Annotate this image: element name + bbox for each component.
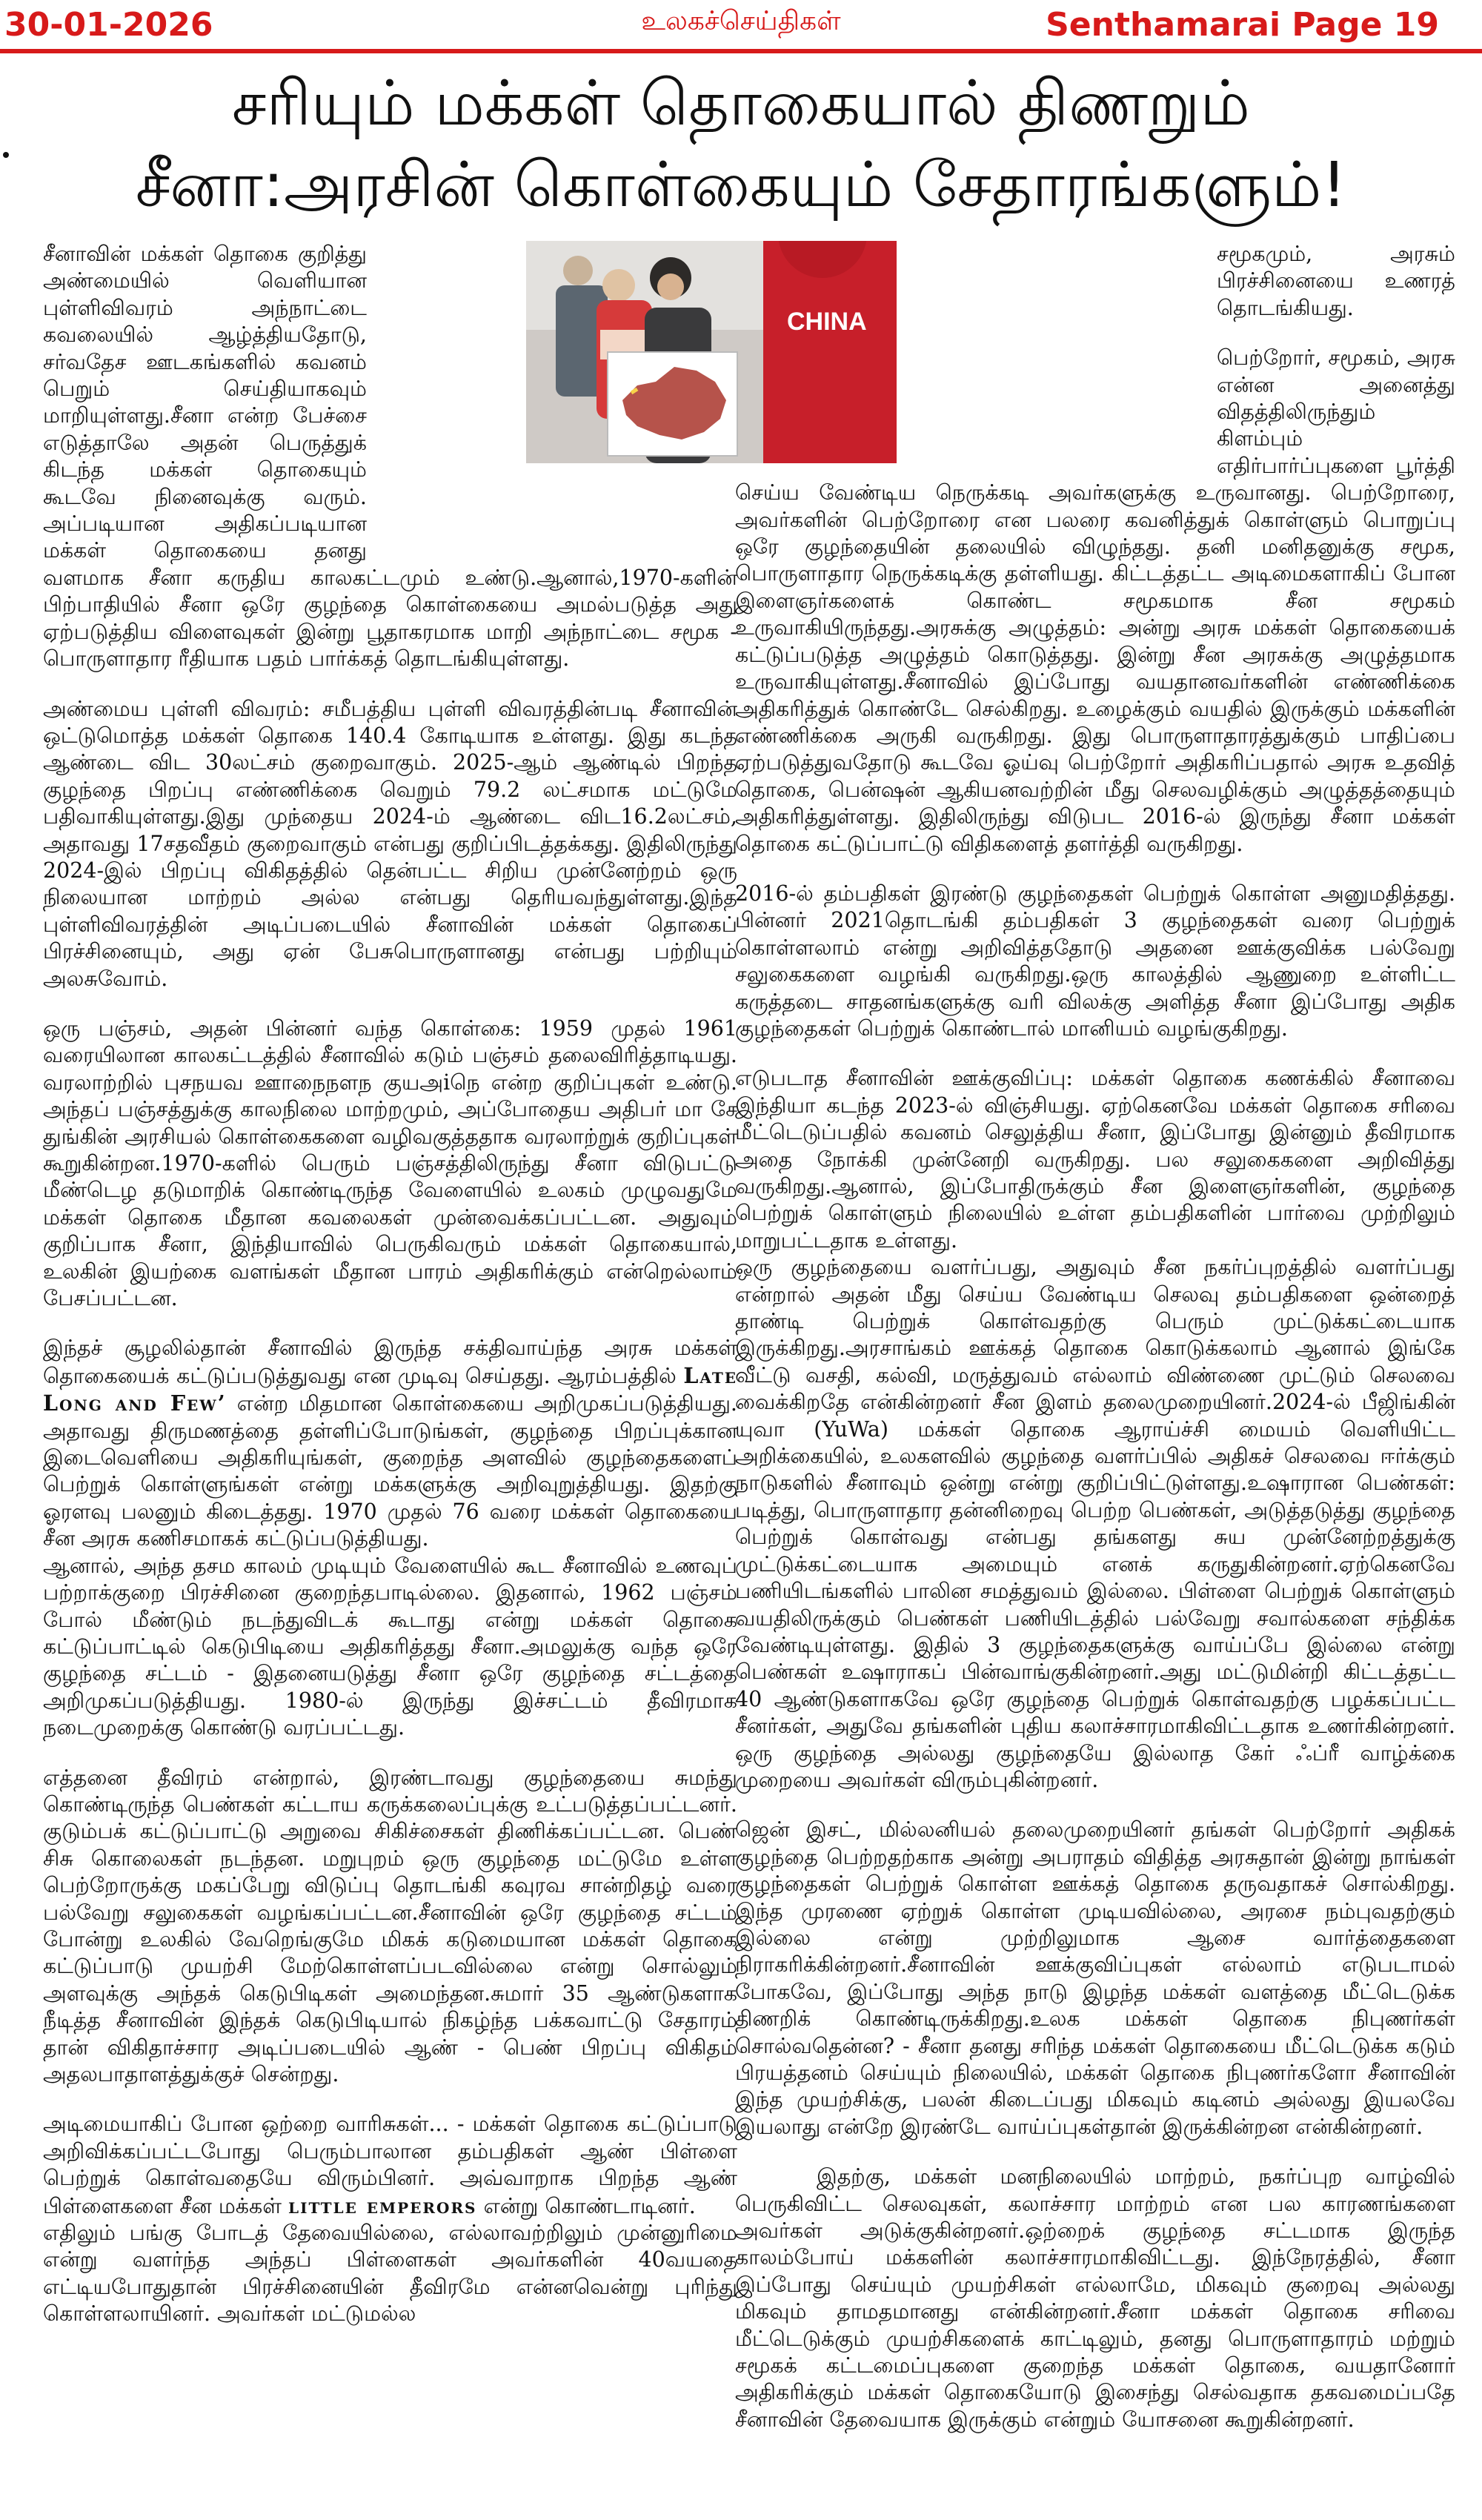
margin-dot <box>3 152 9 158</box>
paragraph: ஒரு பஞ்சம், அதன் பின்னர் வந்த கொள்கை: 1959 முதல் 1961 வரையிலான காலகட்டத்தில் சீனாவில் கடும் பஞ்சம் தலைவிரித்தாடியது. வரலாற்றில் புசநயவ ஊாநைநளந குயஅiநெ என்ற குறிப்புகள் உண்டு. அந்தப் பஞ்சத்துக்கு காலநிலை மாற்றமும், அப்போதைய அதிபர் மா சே துங்கின் அரசியல் கொள்கைகளை வழிவகுத்ததாக வரலாற்றுக் குறிப்புகள் கூறுகின்றன.1970-களில் பெரும் பஞ்சத்திலிருந்து சீனா விடுபட்டு மீண்டெழ தடுமாறிக் கொண்டிருந்த வேளையில் உலகம் முழுவதுமே மக்கள் தொகை மீதான கவலைகள் முன்வைக்கப்பட்டன. அதுவும் குறிப்பாக சீனா, இந்தியாவில் பெருகிவரும் மக்கள் தொகையால், உலகின் இயற்கை வளங்கள் மீதான பாரம் அதிகரிக்கும் என்றெல்லாம் பேசப்பட்டன. <box>43 1015 737 1311</box>
text-run: என்ற மிதமான கொள்கையை அறிமுகப்படுத்தியது. அதாவது திருமணத்தை தள்ளிப்போடுங்கள், குழந்தை பிறப்புக்கான இடைவெளியை அதிகரியுங்கள், குறைந்த அளவில் குழந்தைகளைப் பெற்றுக் கொள்ளுங்கள் என்று மக்களுக்கு அறிவுறுத்தியது. இதற்கு ஓரளவு பலனும் கிடைத்தது. 1970 முதல் 76 வரை மக்கள் தொகையை சீன அரசு கணிசமாகக் கட்டுப்படுத்தியது. <box>43 1391 737 1551</box>
paragraph: எத்தனை தீவிரம் என்றால், இரண்டாவது குழந்தையை சுமந்து கொண்டிருந்த பெண்கள் கட்டாய கருக்கலைப்புக்கு உட்படுத்தப்பட்டனர். குடும்பக் கட்டுப்பாட்டு அறுவை சிகிச்சைகள் திணிக்கப்பட்டன. பெண் சிசு கொலைகள் நடந்தன. மறுபுறம் ஒரு குழந்தை மட்டுமே உள்ள பெற்றோருக்கு மகப்பேறு விடுப்பு தொடங்கி கவுரவ சான்றிதழ் வரை பல்வேறு சலுகைகள் வழங்கப்பட்டன.சீனாவின் ஒரே குழந்தை சட்டம் போன்று உலகில் வேறெங்குமே மிகக் கடுமையான மக்கள் தொகை கட்டுப்பாடு முயற்சி மேற்கொள்ளப்படவில்லை என்று சொல்லும் அளவுக்கு அந்தக் கெடுபிடிகள் அமைந்தன.சுமார் 35 ஆண்டுகளாக நீடித்த சீனாவின் இந்தக் கெடுபிடியால் நிகழ்ந்த பக்கவாட்டு சேதாரம் தான் விகிதாச்சார அடிப்படையில் ஆண் - பெண் பிறப்பு விகிதம் அதலபாதாளத்துக்குச் சென்றது. <box>43 1765 737 2086</box>
page-header <box>0 0 1482 52</box>
text-run: அடிமையாகிப் போன ஒற்றை வாரிசுகள்... - மக்கள் தொகை கட்டுப்பாடு அறிவிக்கப்பட்டபோது பெரும்பாலான தம்பதிகள் ஆண் பிள்ளை பெற்றுக் கொள்வதையே விரும்பினர். அவ்வாறாக பிறந்த ஆண் பிள்ளைகளை சீன மக்கள் <box>43 2112 737 2218</box>
paragraph: அண்மைய புள்ளி விவரம்: சமீபத்திய புள்ளி விவரத்தின்படி சீனாவின் ஒட்டுமொத்த மக்கள் தொகை 140.4 கோடியாக உள்ளது. இது கடந்த ஆண்டை விட 30லட்சம் குறைவாகும். 2025-ஆம் ஆண்டில் பிறந்த குழந்தை பிறப்பு எண்ணிக்கை வெறும் 79.2 லட்சமாக மட்டுமே பதிவாகியுள்ளது.இது முந்தைய 2024-ம் ஆண்டை விட16.2லட்சம், அதாவது 17சதவீதம் குறைவாகும் என்பது குறிப்பிடத்தக்கது. இதிலிருந்து 2024-இல் பிறப்பு விகிதத்தில் தென்பட்ட சிறிய முன்னேற்றம் ஒரு நிலையான மாற்றம் அல்ல என்பது தெரியவந்துள்ளது.இந்த புள்ளிவிவரத்தின் அடிப்படையில் சீனாவின் மக்கள் தொகைப் பிரச்சினையும், அது ஏன் பேசுபொருளானது என்பது பற்றியும் அலசுவோம். <box>43 696 737 991</box>
text-run: இந்தச் சூழலில்தான் சீனாவில் இருந்த சக்திவாய்ந்த அரசு மக்கள் தொகையைக் கட்டுப்படுத்துவது என முடிவு செய்தது. ஆரம்பத்தில் <box>43 1336 737 1388</box>
issue-date: 30-01-2026 <box>4 6 213 44</box>
paragraph: சீனாவின் மக்கள் தொகை குறித்து அண்மையில் வெளியான புள்ளிவிவரம் அந்நாட்டை கவலையில் ஆழ்த்தியதோடு, சர்வதேச ஊடகங்களில் கவனம் பெறும் செய்தியாகவும் மாறியுள்ளது.சீனா என்ற பேச்சை எடுத்தாலே அதன் பெருத்துக் கிடந்த மக்கள் தொகையும் கூடவே நினைவுக்கு வரும். அப்படியான அதிகப்படியான மக்கள் தொகையை தனது வளமாக சீனா கருதிய காலகட்டமும் உண்டு.ஆனால்,1970-களின் பிற்பாதியில் சீனா ஒரே குழந்தை கொள்கையை அமல்படுத்த அது ஏற்படுத்திய விளைவுகள் இன்று பூதாகரமாக மாறி அந்நாட்டை சமூக - பொருளாதார ரீதியாக பதம் பார்க்கத் தொடங்கியுள்ளது. <box>43 242 737 672</box>
publication-page: Senthamarai Page 19 <box>1046 6 1439 44</box>
paragraph: ஒரு குழந்தையை வளர்ப்பது, அதுவும் சீன நகர்ப்புறத்தில் வளர்ப்பது என்றால் அதன் மீது செய்ய வேண்டிய செலவு தம்பதிகளை ஒன்றைத் தாண்டி பெற்றுக் கொள்வதற்கு பெரும் முட்டுக்கட்டையாக இருக்கிறது.அரசாங்கம் ஊக்கத் தொகை கொடுக்கலாம் ஆனால் இங்கே வீட்டு வசதி, கல்வி, மருத்துவம் எல்லாம் விண்ணை முட்டும் செலவை வைக்கிறதே என்கின்றனர் சீன இளம் தலைமுறையினர்.2024-ல் பீஜிங்கின் யுவா (YuWa) மக்கள் தொகை ஆராய்ச்சி மையம் வெளியிட்ட அறிக்கையில், உலகளவில் குழந்தை வளர்ப்பில் அதிகச் செலவை ஈர்க்கும் நாடுகளில் சீனாவும் ஒன்று என்று குறிப்பிட்டுள்ளது.உஷாரான பெண்கள்: படித்து, பொருளாதார தன்னிறைவு பெற்ற பெண்கள், அடுத்தடுத்து குழந்தை பெற்றுக் கொள்வது என்பது தங்களது சுய முன்னேற்றத்துக்கு முட்டுக்கட்டையாக அமையும் எனக் கருதுகின்றனர்.ஏற்கெனவே பணியிடங்களில் பாலின சமத்துவம் இல்லை. பிள்ளை பெற்றுக் கொள்ளும் வயதிலிருக்கும் பெண்கள் பணியிடத்தில் பல்வேறு சவால்களை சந்திக்க வேண்டியுள்ளது. இதில் 3 குழந்தைகளுக்கு வாய்ப்பே இல்லை என்று பெண்கள் உஷாராகப் பின்வாங்குகின்றனர்.அது மட்டுமின்றி கிட்டத்தட்ட 40 ஆண்டுகளாகவே ஒரே குழந்தை பெற்றுக் கொள்வதற்கு பழக்கப்பட்ட சீனர்கள், அதுவே தங்களின் புதிய கலாச்சாரமாகிவிட்டதாக உணர்கின்றனர். ஒரு குழந்தை அல்லது குழந்தையே இல்லாத கேர் ஃப்ரீ வாழ்க்கை முறையை அவர்கள் விரும்புகின்றனர். <box>735 1255 1455 1792</box>
jacket-text: CHINA <box>787 308 867 336</box>
paragraph <box>43 2111 737 2220</box>
paragraph: ஆனால், அந்த தசம காலம் முடியும் வேளையில் கூட சீனாவில் உணவுப் பற்றாக்குறை பிரச்சினை குறைந்தபாடில்லை. இதனால், 1962 பஞ்சம் போல் மீண்டும் நடந்துவிடக் கூடாது என்று மக்கள் தொகை கட்டுப்பாட்டில் கெடுபிடியை அதிகரித்தது சீனா.அமலுக்கு வந்த ஒரே குழந்தை சட்டம் - இதனையடுத்து சீனா ஒரே குழந்தை சட்டத்தை அறிமுகப்படுத்தியது. 1980-ல் இருந்து இச்சட்டம் தீவிரமாக நடைமுறைக்கு கொண்டு வரப்பட்டது. <box>43 1553 737 1740</box>
headline-line-1: சரியும் மக்கள் தொகையால் திணறும் <box>232 67 1250 139</box>
paragraph: இதற்கு, மக்கள் மனநிலையில் மாற்றம், நகர்ப்புற வாழ்வில் பெருகிவிட்ட செலவுகள், கலாச்சார மாற்றம் என பல காரணங்களை அவர்கள் அடுக்குகின்றனர்.ஒற்றைக் குழந்தை சட்டமாக இருந்த காலம்போய் மக்களின் கலாச்சாரமாகிவிட்டது. இந்நேரத்தில், சீனா இப்போது செய்யும் முயற்சிகள் எல்லாமே, மிகவும் குறைவு அல்லது மிகவும் தாமதமானது என்கின்றனர்.சீனா மக்கள் தொகை சரிவை மீட்டெடுக்கும் முயற்சிகளைக் காட்டிலும், தனது பொருளாதாரம் மற்றும் சமூகக் கட்டமைப்புகளை குறைந்த மக்கள் தொகை, வயதானோர் அதிகரிக்கும் மக்கள் தொகையோடு இசைந்து செல்வதாக தகவமைப்பதே சீனாவின் தேவையாக இருக்கும் என்றும் யோசனை கூறுகின்றனர். <box>735 2164 1455 2432</box>
photo-space <box>367 241 737 548</box>
section-title: உலகச்செய்திகள் <box>641 6 841 36</box>
right-column <box>735 241 1455 2516</box>
text-run: என்று கொண்டாடினர். <box>483 2193 696 2218</box>
paragraph: எதிலும் பங்கு போடத் தேவையில்லை, எல்லாவற்றிலும் முன்னுரிமை என்று வளர்ந்த அந்தப் பிள்ளைகள் அவர்களின் 40வயதை எட்டியபோதுதான் பிரச்சினையின் தீவிரமே என்னவென்று புரிந்து கொள்ளலாயினர். அவர்கள் மட்டுமல்ல <box>43 2221 737 2327</box>
paragraph: ஜென் இசட், மில்லனியல் தலைமுறையினர் தங்கள் பெற்றோர் அதிகக் குழந்தை பெற்றதற்காக அன்று அபராதம் விதித்த அரசுதான் இன்று நாங்கள் குழந்தைகள் பெற்றுக் கொள்ள ஊக்கத் தொகை தருவதாகச் சொல்கிறது. இந்த முரணை ஏற்றுக் கொள்ள முடியவில்லை, அரசை நம்புவதற்கும் இல்லை என்று முற்றிலுமாக ஆசை வார்த்தைகளை நிராகரிக்கின்றனர்.சீனாவின் ஊக்குவிப்புகள் எல்லாம் எடுபடாமல் போகவே, இப்போது அந்த நாடு இழந்த மக்கள் வளத்தை மீட்டெடுக்க திணறிக் கொண்டிருக்கிறது.உலக மக்கள் தொகை நிபுணர்கள் சொல்வதென்ன? - சீனா தனது சரிந்த மக்கள் தொகையை மீட்டெடுக்க கடும் பிரயத்தனம் செய்யும் நிலையில், மக்கள் தொகை நிபுணர்களோ சீனாவின் இந்த முயற்சிக்கு, பலன் கிடைப்பது மிகவும் கடினம் அல்லது இயலவே இயலாது என்றே இரண்டே வாய்ப்புகள்தான் இருக்கின்றன என்கின்றனர். <box>735 1817 1455 2139</box>
paragraph: 2016-ல் தம்பதிகள் இரண்டு குழந்தைகள் பெற்றுக் கொள்ள அனுமதித்தது. பின்னர் 2021தொடங்கி தம்பதிகள் 3 குழந்தைகள் வரை பெற்றுக் கொள்ளலாம் என்று அறிவித்ததோடு அதனை ஊக்குவிக்க பல்வேறு சலுகைகளை வழங்கி வருகிறது.ஒரு காலத்தில் ஆணுறை உள்ளிட்ட கருத்தடை சாதனங்களுக்கு வரி விலக்கு அளித்த சீனா இப்போது அதிக குழந்தைகள் பெற்றுக் கொண்டால் மானியம் வழங்குகிறது. <box>735 881 1455 1041</box>
policy-name: Late Long and Few’ <box>43 1362 737 1416</box>
paragraph <box>43 1335 737 1552</box>
headline-line-2: சீனா:அரசின் கொள்கையும் சேதாரங்களும்! <box>135 148 1347 221</box>
paragraph: எடுபடாத சீனாவின் ஊக்குவிப்பு: மக்கள் தொகை கணக்கில் சீனாவை இந்தியா கடந்த 2023-ல் விஞ்சியது. ஏற்கெனவே மக்கள் தொகை சரிவை மீட்டெடுப்பதில் கவனம் செலுத்திய சீனா, இப்போது இன்னும் தீவிரமாக அதை நோக்கி முன்னேறி வருகிறது. பல சலுகைகளை அறிவித்து வருகிறது.ஆனால், இப்போதிருக்கும் சீன இளைஞர்களின், குழந்தை பெற்றுக் கொள்ளும் நிலையில் உள்ள தம்பதிகளின் பார்வை முற்றிலும் மாறுபட்டதாக உள்ளது. <box>735 1066 1455 1253</box>
photo-space <box>735 241 1217 463</box>
header-rule <box>0 49 1482 53</box>
article-headline <box>0 62 1482 225</box>
left-column <box>43 241 737 2516</box>
little-emperors-term: little emperors <box>288 2192 477 2218</box>
paragraph: சமூகமும், அரசும் பிரச்சினையை உணரத் தொடங்கியது. <box>1217 242 1455 320</box>
paragraph: பெற்றோர், சமூகம், அரசு என்ன அனைத்து விதத்திலிருந்தும் கிளம்பும் எதிர்பார்ப்புகளை பூர்த்தி செய்ய வேண்டிய நெருக்கடி அவர்களுக்கு உருவானது. பெற்றோரை, அவர்களின் பெற்றோரை என பலரை கவனித்துக் கொள்ளும் பொறுப்பு ஒரே குழந்தையின் தலையில் விழுந்தது. தனி மனிதனுக்கு சமூக, பொருளாதார நெருக்கடிக்கு தள்ளியது. கிட்டத்தட்ட அடிமைகளாகிப் போன இளைஞர்களைக் கொண்ட சமூகமாக சீன சமூகம் உருவாகியிருந்தது.அரசுக்கு அழுத்தம்: அன்று அரசு மக்கள் தொகையைக் கட்டுப்படுத்த அழுத்தம் கொடுத்தது. இன்று சீன அரசுக்கு அழுத்தமாக உருவாகியுள்ளது.சீனாவில் இப்போது வயதானவர்களின் எண்ணிக்கை அதிகரித்துக் கொண்டே செல்கிறது. உழைக்கும் வயதில் இருக்கும் மக்களின் எண்ணிக்கை அருகி வருகிறது. இது பொருளாதாரத்துக்கும் பாதிப்பை ஏற்படுத்துவதோடு கூடவே ஓய்வு பெற்றோர் அதிகரிப்பதால் அரசு உதவித் தொகை, பென்ஷன் ஆகியனவற்றின் மீது செலவழிக்கும் அழுத்தத்தையும் அதிகரித்துள்ளது. இதிலிருந்து விடுபட 2016-ல் இருந்து சீனா மக்கள் தொகை கட்டுப்பாட்டு விதிகளைத் தளர்த்தி வருகிறது. <box>735 345 1455 856</box>
